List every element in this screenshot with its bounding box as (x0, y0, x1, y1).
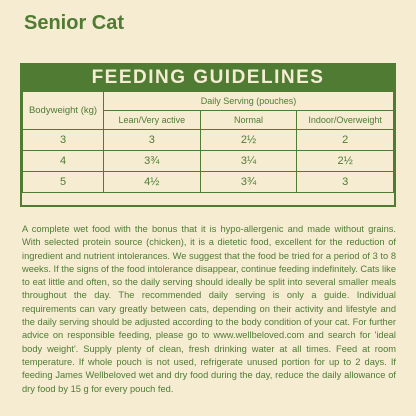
product-description: A complete wet food with the bonus that it is hypo-allergenic and made without grains. With selected protein source (chicken), it is a dietetic food, excellent for the reduction of ingredient and nutrient intolerances. We suggest that the food be tried for a period of 3 to 8 weeks. If the signs of the food intolerance disappear, continue feeding indefinitely. Cats like to eat little and often, so the daily serving should ideally be split into several smaller meals throughout the day. The recommended daily serving is only a guide. Individual requirements can vary greatly between cats, depending on their activity and lifestyle and the daily serving should be adjusted according to the body condition of your cat. For further advice on responsible feeding, please go to www.wellbeloved.com and search for 'ideal body weight'. Supply plenty of clean, fresh drinking water at all times. Feed at room temperature. If whole pouch is not used, refrigerate unused portion for up to 2 days. If feeding James Wellbeloved wet and dry food during the day, reduce the daily allowance of dry food by 15 g for every pouch fed. (22, 224, 396, 394)
indoor-cell: 2½ (297, 151, 394, 172)
lean-cell: 3¾ (104, 151, 201, 172)
weight-cell: 3 (23, 130, 104, 151)
weight-cell: 5 (23, 172, 104, 193)
indoor-cell: 3 (297, 172, 394, 193)
normal-cell: 3¾ (200, 172, 297, 193)
feeding-guidelines-heading: FEEDING GUIDELINES (22, 65, 394, 91)
page-title: Senior Cat (24, 12, 125, 34)
indoor-cell: 2 (297, 130, 394, 151)
daily-serving-header: Daily Serving (pouches) (104, 92, 394, 111)
normal-cell: 3¼ (200, 151, 297, 172)
weight-cell: 4 (23, 151, 104, 172)
table-row (23, 172, 394, 193)
column-header-normal: Normal (200, 111, 297, 130)
table-row (23, 130, 394, 151)
lean-cell: 4½ (104, 172, 201, 193)
column-header-indoor: Indoor/Overweight (297, 111, 394, 130)
lean-cell: 3 (104, 130, 201, 151)
feeding-table (22, 91, 394, 193)
normal-cell: 2½ (200, 130, 297, 151)
feeding-guidelines-box (20, 63, 396, 207)
column-header-lean: Lean/Very active (104, 111, 201, 130)
bodyweight-header: Bodyweight (kg) (23, 92, 104, 130)
table-row (23, 151, 394, 172)
